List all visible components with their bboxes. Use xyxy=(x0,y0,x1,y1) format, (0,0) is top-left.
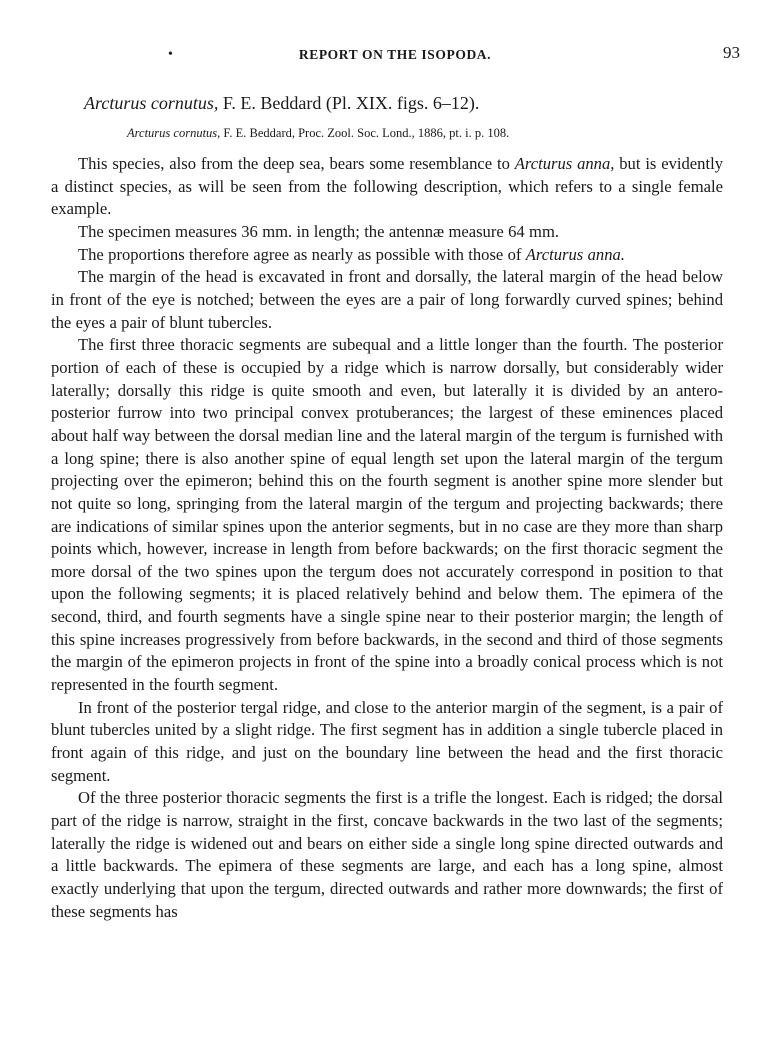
page-number: 93 xyxy=(723,43,740,62)
species-name: Arcturus cornutus, xyxy=(84,93,219,113)
paragraph-3 xyxy=(51,244,723,267)
species-heading xyxy=(84,93,479,114)
paragraph-1-text-b: but is evidently a distinct species, as will be seen from the following description, which refers to a single female example. xyxy=(51,154,723,219)
paragraph-2: The specimen measures 36 mm. in length; the antennæ measure 64 mm. xyxy=(78,221,559,241)
synonymy-citation xyxy=(127,126,509,141)
paragraph-3-text-a: The proportions therefore agree as nearly as possible with those of xyxy=(78,244,526,264)
description-body xyxy=(51,153,723,923)
running-header xyxy=(50,44,740,68)
paragraph-5: The first three thoracic segments are subequal and a little longer than the fourth. The posterior portion of each of these is occupied by a ridge which is narrow dorsally, but considerably wider laterally; dorsally this ridge is quite smooth and even, but laterally it is divided by an antero-posterior furrow into two principal convex protuberances; the largest of these eminences placed about half way between the dorsal median line and the lateral margin of the tergum is furnished with a long spine; there is also another spine of equal length set upon the lateral margin of the tergum projecting over the epimeron; behind this on the fourth segment is another spine more slender but not quite so long, springing from the lateral margin of the tergum and projecting backwards; there are indications of similar spines upon the anterior segments, but in no case are they more than sharp points which, however, increase in length from before backwards; on the first thoracic segment the more dorsal of the two spines upon the tergum does not accurately correspond in position to that upon the following segments; it is placed relatively behind and below them. The epimera of the second, third, and fourth segments have a single spine near to their posterior margin; the length of this spine increases progressively from before backwards, in the second and third of those segments the margin of the epimeron projects in front of the spine into a broadly conical process which is not represented in the fourth segment. xyxy=(51,335,723,695)
paragraph-3-italic: Arcturus anna. xyxy=(525,244,625,264)
paragraph-1-text-a: This species, also from the deep sea, bears some resemblance to xyxy=(78,154,515,173)
paragraph-4: The margin of the head is excavated in front and dorsally, the lateral margin of the head below in front of the eye is notched; between the eyes are a pair of long forwardly curved spines; behind the eyes a pair of blunt tubercles. xyxy=(51,267,723,332)
header-dot: • xyxy=(168,47,174,62)
running-title: REPORT ON THE ISOPODA. xyxy=(298,47,492,62)
synonymy-reference: F. E. Beddard, Proc. Zool. Soc. Lond., 1886, pt. i. p. 108. xyxy=(220,126,510,140)
species-author-plate: F. E. Beddard (Pl. XIX. figs. 6–12). xyxy=(218,93,480,113)
paragraph-1-italic: Arcturus anna, xyxy=(514,154,615,173)
synonymy-name: Arcturus cornutus, xyxy=(127,126,221,140)
paragraph-7: Of the three posterior thoracic segments the first is a trifle the longest. Each is ridged; the dorsal part of the ridge is narrow, straight in the first, concave backwards in the two last of the segments; laterally the ridge is widened out and bears on either side a single long spine directed outwards and a little backwards. The epimera of these segments are large, and each has a long spine, almost exactly underlying that upon the tergum, directed outwards and rather more downwards; the first of these segments has xyxy=(51,788,723,921)
paragraph-6: In front of the posterior tergal ridge, and close to the anterior margin of the segment, is a pair of blunt tubercles united by a slight ridge. The first segment has in addition a single tubercle placed in front again of this ridge, and just on the boundary line between the head and the first thoracic segment. xyxy=(51,697,723,785)
paragraph-1 xyxy=(51,153,723,221)
